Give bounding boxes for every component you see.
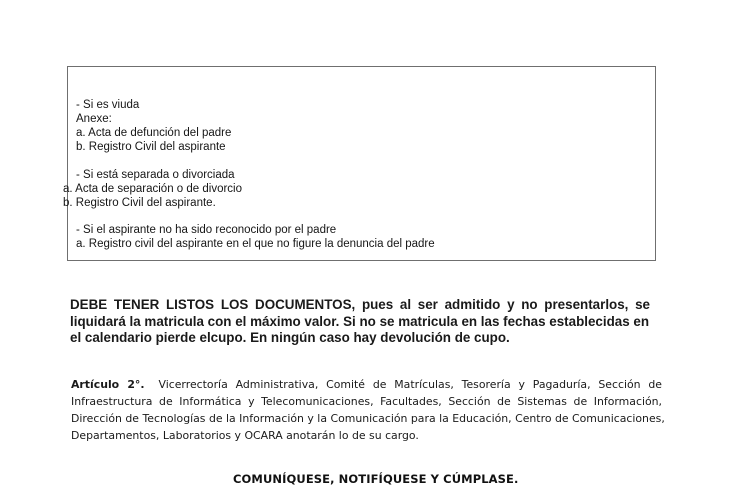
notice-line-3: el calendario pierde elcupo. En ningún caso hay devolución de cupo. [70, 330, 510, 345]
separated-item-b: b. Registro Civil del aspirante. [63, 197, 216, 209]
article-2 [71, 376, 665, 444]
notice-line-1-rest: pues al ser admitido y no presentarlos, se [355, 297, 650, 312]
documents-notice [70, 297, 650, 347]
widow-heading: - Si es viuda [76, 99, 140, 111]
closing-statement: COMUNÍQUESE, NOTIFÍQUESE Y CÚMPLASE. [233, 472, 519, 486]
unrecognized-heading: - Si el aspirante no ha sido reconocido por el padre [76, 224, 337, 236]
separated-heading: - Si está separada o divorciada [76, 169, 235, 181]
article-line-1-text: Vicerrectoría Administrativa, Comité de Matrículas, Tesorería y Pagaduría, Sección de [158, 378, 662, 391]
article-line-4: Departamentos, Laboratorios y OCARA anotarán lo de su cargo. [71, 429, 419, 442]
notice-line-2: liquidará la matricula con el máximo valor. Si no se matricula en las fechas establecidas en [70, 313, 650, 329]
notice-line-1 [70, 297, 650, 314]
notice-lead: DEBE TENER LISTOS LOS DOCUMENTOS, [70, 297, 356, 312]
widow-annex-label: Anexe: [76, 113, 112, 125]
article-line-1 [71, 376, 662, 393]
widow-item-b: b. Registro Civil del aspirante [76, 141, 226, 153]
article-label: Artículo 2°. [71, 378, 145, 391]
article-line-3: Dirección de Tecnologías de la Información y la Comunicación para la Educación, Centro de Comunicaciones, [71, 412, 665, 425]
widow-item-a: a. Acta de defunción del padre [76, 127, 232, 139]
unrecognized-item-a: a. Registro civil del aspirante en el que no figure la denuncia del padre [76, 238, 435, 250]
article-line-2: Infraestructura de Informática y Telecomunicaciones, Facultades, Sección de Sistemas de Información, [71, 395, 662, 408]
separated-item-a: a. Acta de separación o de divorcio [63, 183, 243, 195]
